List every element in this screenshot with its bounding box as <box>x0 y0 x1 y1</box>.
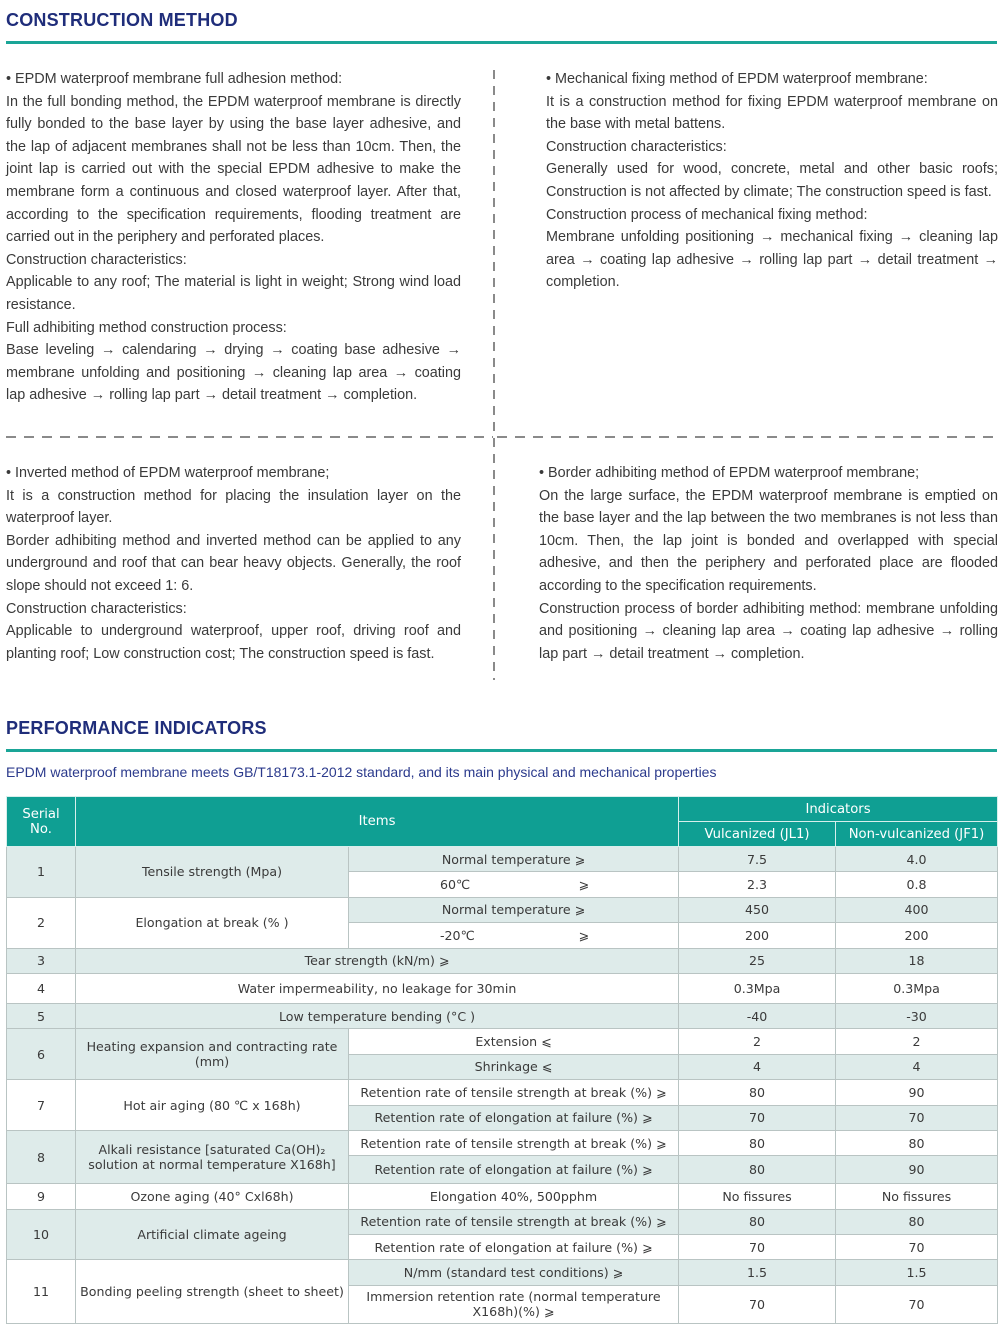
condition: Normal temperature ⩾ <box>349 897 679 922</box>
border-adhibiting-method <box>539 462 998 665</box>
item-name: Hot air aging (80 ℃ x 168h) <box>76 1080 349 1131</box>
value-jf1: 400 <box>836 897 998 922</box>
condition: Retention rate of elongation at failure (%) ⩾ <box>349 1156 679 1184</box>
serial-no: 5 <box>7 1003 76 1028</box>
value-jl1: 4 <box>679 1054 836 1079</box>
quadrant-text: Applicable to underground waterproof, upper roof, driving roof and planting roof; Low construction cost; The construction speed is fast. <box>6 623 461 662</box>
condition: Retention rate of tensile strength at break (%) ⩾ <box>349 1209 679 1234</box>
mechanical-fixing-method <box>546 68 998 294</box>
value-jf1: 70 <box>836 1285 998 1323</box>
value-jl1: No fissures <box>679 1184 836 1209</box>
item-name: Tear strength (kN/m) ⩾ <box>76 948 679 973</box>
header-indicators: Indicators <box>679 797 998 822</box>
condition: Elongation 40%, 500pphm <box>349 1184 679 1209</box>
serial-no: 1 <box>7 847 76 898</box>
horizontal-dashed-divider-right <box>497 436 998 438</box>
condition: Retention rate of tensile strength at break (%) ⩾ <box>349 1130 679 1155</box>
table-row <box>7 1130 998 1155</box>
quadrant-text: It is a construction method for placing the insulation layer on the waterproof layer. <box>6 487 461 527</box>
value-jf1: 90 <box>836 1156 998 1184</box>
section-divider <box>6 749 997 752</box>
quadrant-text: Applicable to any roof; The material is light in weight; Strong wind load resistance. <box>6 274 461 313</box>
serial-no: 9 <box>7 1184 76 1209</box>
value-jl1: 80 <box>679 1080 836 1105</box>
serial-no: 8 <box>7 1130 76 1183</box>
condition-label: 60℃ <box>440 877 471 893</box>
condition: Retention rate of tensile strength at break (%) ⩾ <box>349 1080 679 1105</box>
value-jf1: 70 <box>836 1105 998 1130</box>
value-jf1: 70 <box>836 1235 998 1260</box>
table-row <box>7 1184 998 1209</box>
quadrant-text: Construction process of border adhibiting method: membrane unfolding and positioning → cleaning lap area → coating lap adhesive → rolling lap part → detail treatment → completion. <box>539 600 998 662</box>
value-jl1: 80 <box>679 1156 836 1184</box>
quadrant-subheading: Construction characteristics: <box>6 600 187 617</box>
item-name: Bonding peeling strength (sheet to sheet) <box>76 1260 349 1323</box>
serial-no: 2 <box>7 897 76 948</box>
value-jl1: 70 <box>679 1285 836 1323</box>
item-name: Artificial climate ageing <box>76 1209 349 1260</box>
item-name: Tensile strength (Mpa) <box>76 847 349 898</box>
condition: Extension ⩽ <box>349 1029 679 1054</box>
value-jl1: 80 <box>679 1130 836 1155</box>
quadrant-subheading: Construction characteristics: <box>546 138 727 155</box>
serial-no: 3 <box>7 948 76 973</box>
condition: N/mm (standard test conditions) ⩾ <box>349 1260 679 1285</box>
horizontal-dashed-divider-left <box>6 436 493 438</box>
condition: Retention rate of elongation at failure (%) ⩾ <box>349 1105 679 1130</box>
condition: Immersion retention rate (normal temperature X168h)(%) ⩾ <box>349 1285 679 1323</box>
header-serial-no: Serial No. <box>7 797 76 847</box>
item-name: Alkali resistance [saturated Ca(OH)₂ solution at normal temperature X168h] <box>76 1130 349 1183</box>
quadrant-text: Border adhibiting method and inverted method can be applied to any underground and roof that can bear heavy objects. Generally, the roof slope should not exceed 1: 6. <box>6 532 461 594</box>
header-vulcanized: Vulcanized (JL1) <box>679 822 836 847</box>
item-name: Low temperature bending (°C ) <box>76 1003 679 1028</box>
value-jf1: No fissures <box>836 1184 998 1209</box>
table-row <box>7 1209 998 1234</box>
value-jf1: 0.3Mpa <box>836 973 998 1003</box>
table-row <box>7 1080 998 1105</box>
table-row <box>7 1029 998 1054</box>
quadrant-text: Base leveling → calendaring → drying → coating base adhesive → membrane unfolding and positioning → cleaning lap area → coating lap adhesive → rolling lap part → detail treatment → completion. <box>6 342 461 404</box>
quadrant-heading: • Mechanical fixing method of EPDM waterproof membrane: <box>546 71 928 87</box>
performance-table <box>6 796 998 1324</box>
table-row <box>7 973 998 1003</box>
value-jl1: 25 <box>679 948 836 973</box>
condition: Shrinkage ⩽ <box>349 1054 679 1079</box>
inverted-method <box>6 462 461 665</box>
quadrant-subheading: Construction characteristics: <box>6 251 187 268</box>
value-jf1: 80 <box>836 1130 998 1155</box>
value-jf1: 4 <box>836 1054 998 1079</box>
value-jl1: 7.5 <box>679 847 836 872</box>
header-items: Items <box>76 797 679 847</box>
table-row <box>7 1260 998 1285</box>
serial-no: 11 <box>7 1260 76 1323</box>
quadrant-text: Generally used for wood, concrete, metal and other basic roofs; Construction is not affected by climate; The construction speed is fast. <box>546 161 998 200</box>
condition-label: -20℃ <box>440 927 475 943</box>
condition-symbol: ⩾ <box>578 877 590 893</box>
value-jl1: 80 <box>679 1209 836 1234</box>
value-jf1: 0.8 <box>836 872 998 897</box>
table-row <box>7 897 998 922</box>
table-row <box>7 847 998 872</box>
quadrant-text: On the large surface, the EPDM waterproof membrane is emptied on the base layer and the lap between the two membranes is not less than 10cm. Then, the lap joint is bonded and overlapped with special adhesive, and then the periphery and perforated place are flooded according to the specification requirements. <box>539 487 998 594</box>
serial-no: 10 <box>7 1209 76 1260</box>
item-name: Ozone aging (40° Cxl68h) <box>76 1184 349 1209</box>
serial-no: 7 <box>7 1080 76 1131</box>
value-jf1: 18 <box>836 948 998 973</box>
value-jf1: -30 <box>836 1003 998 1028</box>
table-row <box>7 948 998 973</box>
vertical-dashed-divider <box>493 70 495 680</box>
quadrant-heading: • EPDM waterproof membrane full adhesion method: <box>6 71 343 87</box>
quadrant-heading: • Border adhibiting method of EPDM waterproof membrane; <box>539 465 920 481</box>
value-jf1: 2 <box>836 1029 998 1054</box>
condition <box>349 923 679 948</box>
value-jl1: 200 <box>679 923 836 948</box>
condition: Normal temperature ⩾ <box>349 847 679 872</box>
value-jf1: 80 <box>836 1209 998 1234</box>
condition: Retention rate of elongation at failure (%) ⩾ <box>349 1235 679 1260</box>
item-name: Heating expansion and contracting rate (mm) <box>76 1029 349 1080</box>
value-jl1: 1.5 <box>679 1260 836 1285</box>
value-jf1: 1.5 <box>836 1260 998 1285</box>
value-jl1: 2.3 <box>679 872 836 897</box>
quadrant-text: Membrane unfolding positioning → mechanical fixing → cleaning lap area → coating lap adhesive → rolling lap part → detail treatment → completion. <box>546 229 998 291</box>
value-jl1: 70 <box>679 1235 836 1260</box>
table-row <box>7 1003 998 1028</box>
value-jf1: 200 <box>836 923 998 948</box>
quadrant-text: It is a construction method for fixing EPDM waterproof membrane on the base with metal battens. <box>546 93 998 133</box>
value-jl1: 0.3Mpa <box>679 973 836 1003</box>
value-jl1: 450 <box>679 897 836 922</box>
condition <box>349 872 679 897</box>
quadrant-subheading: Construction process of mechanical fixing method: <box>546 206 868 223</box>
serial-no: 4 <box>7 973 76 1003</box>
performance-indicators-title: PERFORMANCE INDICATORS <box>6 718 267 738</box>
item-name: Elongation at break (% ) <box>76 897 349 948</box>
value-jl1: 2 <box>679 1029 836 1054</box>
value-jf1: 4.0 <box>836 847 998 872</box>
quadrant-heading: • Inverted method of EPDM waterproof membrane; <box>6 465 330 481</box>
section-divider <box>6 41 997 44</box>
quadrant-subheading: Full adhibiting method construction process: <box>6 319 287 336</box>
construction-method-title: CONSTRUCTION METHOD <box>6 10 238 30</box>
full-adhesion-method <box>6 68 461 407</box>
value-jf1: 90 <box>836 1080 998 1105</box>
condition-symbol: ⩾ <box>578 927 590 943</box>
header-non-vulcanized: Non-vulcanized (JF1) <box>836 822 998 847</box>
value-jl1: -40 <box>679 1003 836 1028</box>
performance-intro: EPDM waterproof membrane meets GB/T18173.1-2012 standard, and its main physical and mechanical properties <box>6 764 717 780</box>
value-jl1: 70 <box>679 1105 836 1130</box>
serial-no: 6 <box>7 1029 76 1080</box>
quadrant-text: In the full bonding method, the EPDM waterproof membrane is directly fully bonded to the base layer by using the base layer adhesive, and the lap of adjacent membranes shall not be less than 10cm. Then, the joint lap is carried out with the special EPDM adhesive to make the membrane form a continuous and closed waterproof layer. After that, according to the specification requirements, flooding treatment are carried out in the periphery and perforated places. <box>6 93 461 246</box>
item-name: Water impermeability, no leakage for 30min <box>76 973 679 1003</box>
